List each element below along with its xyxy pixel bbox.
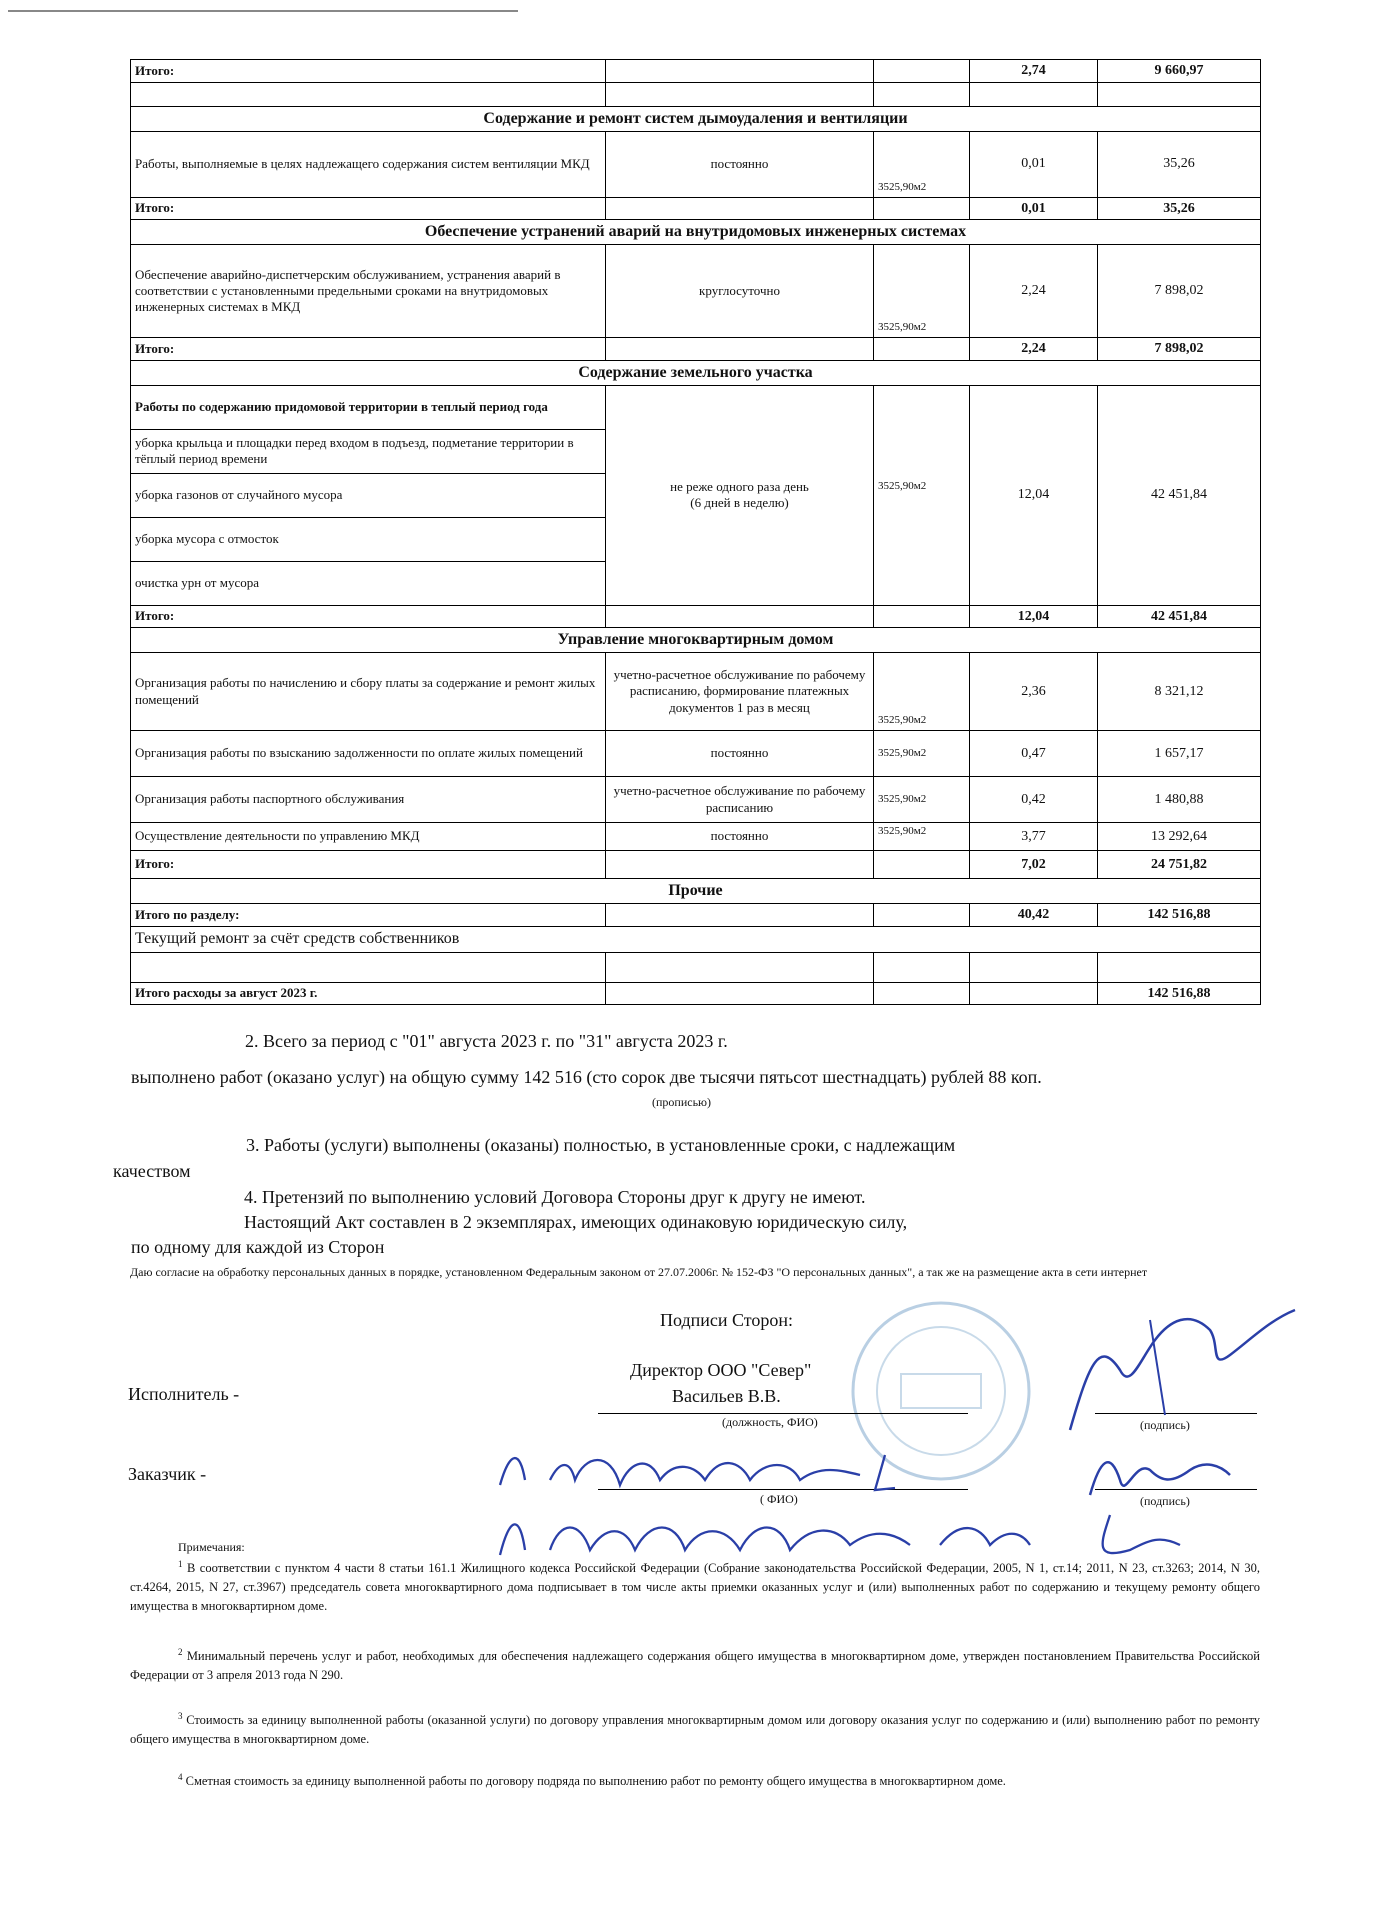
area-cell: 3525,90м2 [874,245,970,338]
area-cell: 3525,90м2 [874,131,970,197]
footnote-1-mark: 1 [178,1559,183,1569]
footnote-3-mark: 3 [178,1711,183,1721]
sum-cell: 9 660,97 [1098,60,1261,83]
sum-cell: 1 480,88 [1098,777,1261,823]
sum-cell: 142 516,88 [1098,904,1261,927]
table-row [131,777,1261,823]
table-row [131,731,1261,777]
rate-cell: 12,04 [970,385,1098,605]
sum-cell: 24 751,82 [1098,851,1261,879]
rate-cell: 0,01 [970,197,1098,220]
sum-cell: 42 451,84 [1098,605,1261,628]
sum-cell: 35,26 [1098,131,1261,197]
rate-cell: 7,02 [970,851,1098,879]
rate-cell: 12,04 [970,605,1098,628]
service-name: Организация работы по начислению и сбору платы за содержание и ремонт жилых помещений [131,653,606,731]
period-cell: учетно-расчетное обслуживание по рабочему расписанию, формирование платежных документов 1 раз в месяц [606,653,874,731]
table-row [131,60,1261,83]
rate-cell: 2,24 [970,245,1098,338]
sum-cell: 8 321,12 [1098,653,1261,731]
rate-cell: 2,36 [970,653,1098,731]
period-line-2: (6 дней в неделю) [690,495,789,510]
table-row [131,926,1261,952]
fio-caption: ( ФИО) [760,1492,798,1506]
period-cell: круглосуточно [606,245,874,338]
paragraph-3-end: качеством [113,1161,191,1181]
section-title: Обеспечение устранений аварий на внутридомовых инженерных системах [131,220,1261,245]
repair-row-label: Текущий ремонт за счёт средств собственников [131,926,1261,952]
sum-cell: 13 292,64 [1098,823,1261,851]
rate-cell: 0,42 [970,777,1098,823]
executor-signature [1060,1300,1310,1440]
table-row [131,952,1261,982]
handwritten-customer-name-1 [490,1440,910,1500]
section-header-row [131,879,1261,904]
consent-note: Даю согласие на обработку персональных данных в порядке, установленном Федеральным законом от 27.07.2006г. № 152-ФЗ "О персональных данных", а так же на размещение акта в сети интернет [130,1265,1148,1279]
footnote-2-text: Минимальный перечень услуг и работ, необходимых для обеспечения надлежащего содержания общего имущества в многоквартирном доме, утвержден постановлением Правительства Российской Федерации от 3 апреля 2013 года N 290. [130,1649,1260,1682]
row-label: Итого: [131,605,606,628]
area-cell: 3525,90м2 [874,777,970,823]
sum-cell: 1 657,17 [1098,731,1261,777]
table-row [131,851,1261,879]
period-cell [606,385,874,605]
table-row [131,385,1261,429]
notes-heading: Примечания: [178,1540,245,1554]
sum-cell: 35,26 [1098,197,1261,220]
period-cell: постоянно [606,823,874,851]
director-name: Васильев В.В. [672,1386,781,1406]
table-row [131,338,1261,361]
rate-cell: 0,01 [970,131,1098,197]
area-cell: 3525,90м2 [874,653,970,731]
section-header-row [131,628,1261,653]
table-row [131,653,1261,731]
row-label: Итого: [131,197,606,220]
row-label: Итого: [131,851,606,879]
table-row [131,982,1261,1005]
services-table [130,59,1261,1005]
section-title: Содержание и ремонт систем дымоудаления и вентиляции [131,106,1261,131]
row-label: Итого: [131,60,606,83]
paragraph-3: 3. Работы (услуги) выполнены (оказаны) полностью, в установленные сроки, с надлежащим [246,1135,956,1155]
section-title: Управление многоквартирным домом [131,628,1261,653]
table-row [131,904,1261,927]
period-cell: учетно-расчетное обслуживание по рабочему расписанию [606,777,874,823]
service-name: Осуществление деятельности по управлению МКД [131,823,606,851]
customer-signature-1 [1080,1440,1240,1510]
footnote-3-text: Стоимость за единицу выполненной работы (оказанной услуги) по договору управления многоквартирным домом или договору оказания услуг по содержанию и (или) выполнению работ по ремонту общего имущества в многоквартирном доме. [130,1713,1260,1746]
signature-caption-customer: (подпись) [1140,1494,1190,1508]
rate-cell: 40,42 [970,904,1098,927]
period-cell: постоянно [606,731,874,777]
footnote-1-text: В соответствии с пунктом 4 части 8 статьи 161.1 Жилищного кодекса Российской Федерации (Собрание законодательства Российской Федерации, 2005, N 1, ст.14; 2011, N 23, ст.3263; 2014, N 30, ст.4264, 2015, N 27, ст.3967) председатель совета многоквартирного дома подписывает в том числе акты приемки оказанных услуг и (или) выполненных работ по содержанию и текущему ремонту общего имущества в многоквартирном доме. [130,1561,1261,1613]
footnote-4-mark: 4 [178,1772,183,1782]
position-caption: (должность, ФИО) [722,1415,818,1429]
signature-caption-executor: (подпись) [1140,1418,1190,1432]
table-row [131,82,1261,106]
paragraph-4: 4. Претензий по выполнению условий Договора Стороны друг к другу не имеют. [244,1187,866,1207]
land-item: уборка газонов от случайного мусора [131,473,606,517]
table-row [131,605,1261,628]
section-header-row [131,360,1261,385]
footnote-4 [130,1771,1260,1791]
footnote-4-text: Сметная стоимость за единицу выполненной работы по договору подряда по выполнению работ по ремонту общего имущества в многоквартирном доме. [185,1774,1006,1789]
rate-cell: 0,47 [970,731,1098,777]
footnote-3 [130,1710,1260,1749]
sum-cell: 7 898,02 [1098,338,1261,361]
executor-position-line [598,1413,968,1414]
paragraph-5-end: по одному для каждой из Сторон [131,1237,385,1257]
section-header-row [131,106,1261,131]
propis-caption: (прописью) [652,1095,712,1109]
area-cell: 3525,90м2 [874,731,970,777]
land-item: уборка мусора с отмосток [131,517,606,561]
section-header-row [131,220,1261,245]
service-name: Обеспечение аварийно-диспетчерским обслуживанием, устранения аварий в соответствии с установленными предельными сроками на внутридомовых инженерных системах в МКД [131,245,606,338]
rate-cell: 2,24 [970,338,1098,361]
section-title: Прочие [131,879,1261,904]
period-cell: постоянно [606,131,874,197]
service-name: Организация работы по взысканию задолженности по оплате жилых помещений [131,731,606,777]
row-label: Итого расходы за август 2023 г. [131,982,606,1005]
section-title: Содержание земельного участка [131,360,1261,385]
customer-label: Заказчик - [128,1464,207,1484]
service-name: Работы, выполняемые в целях надлежащего содержания систем вентиляции МКД [131,131,606,197]
area-cell: 3525,90м2 [874,385,970,605]
land-group-heading: Работы по содержанию придомовой территории в теплый период года [131,385,606,429]
table-row [131,245,1261,338]
footnote-1 [130,1558,1260,1615]
rate-cell: 2,74 [970,60,1098,83]
signatures-heading: Подписи Сторон: [660,1310,794,1330]
row-label: Итого: [131,338,606,361]
sum-cell: 142 516,88 [1098,982,1261,1005]
paragraph-2: 2. Всего за период с "01" августа 2023 г. по "31" августа 2023 г. [245,1031,728,1051]
sum-cell: 7 898,02 [1098,245,1261,338]
service-name: Организация работы паспортного обслуживания [131,777,606,823]
period-line-1: не реже одного раза день [670,478,809,494]
land-item: очистка урн от мусора [131,561,606,605]
footnote-2-mark: 2 [178,1647,183,1657]
sum-cell: 42 451,84 [1098,385,1261,605]
executor-label: Исполнитель - [128,1384,240,1404]
top-edge-line [8,10,518,12]
footnote-2 [130,1646,1260,1685]
paragraph-2-amount: выполнено работ (оказано услуг) на общую сумму 142 516 (сто сорок две тысячи пятьсот шестнадцать) рублей 88 коп. [131,1067,1042,1087]
table-row [131,131,1261,197]
table-row [131,197,1261,220]
land-item: уборка крыльца и площадки перед входом в подъезд, подметание территории в тёплый период времени [131,429,606,473]
row-label: Итого по разделу: [131,904,606,927]
director-title: Директор ООО "Север" [630,1360,812,1380]
paragraph-5: Настоящий Акт составлен в 2 экземплярах, имеющих одинаковую юридическую силу, [244,1212,908,1232]
area-cell: 3525,90м2 [874,823,970,851]
table-row [131,823,1261,851]
rate-cell: 3,77 [970,823,1098,851]
